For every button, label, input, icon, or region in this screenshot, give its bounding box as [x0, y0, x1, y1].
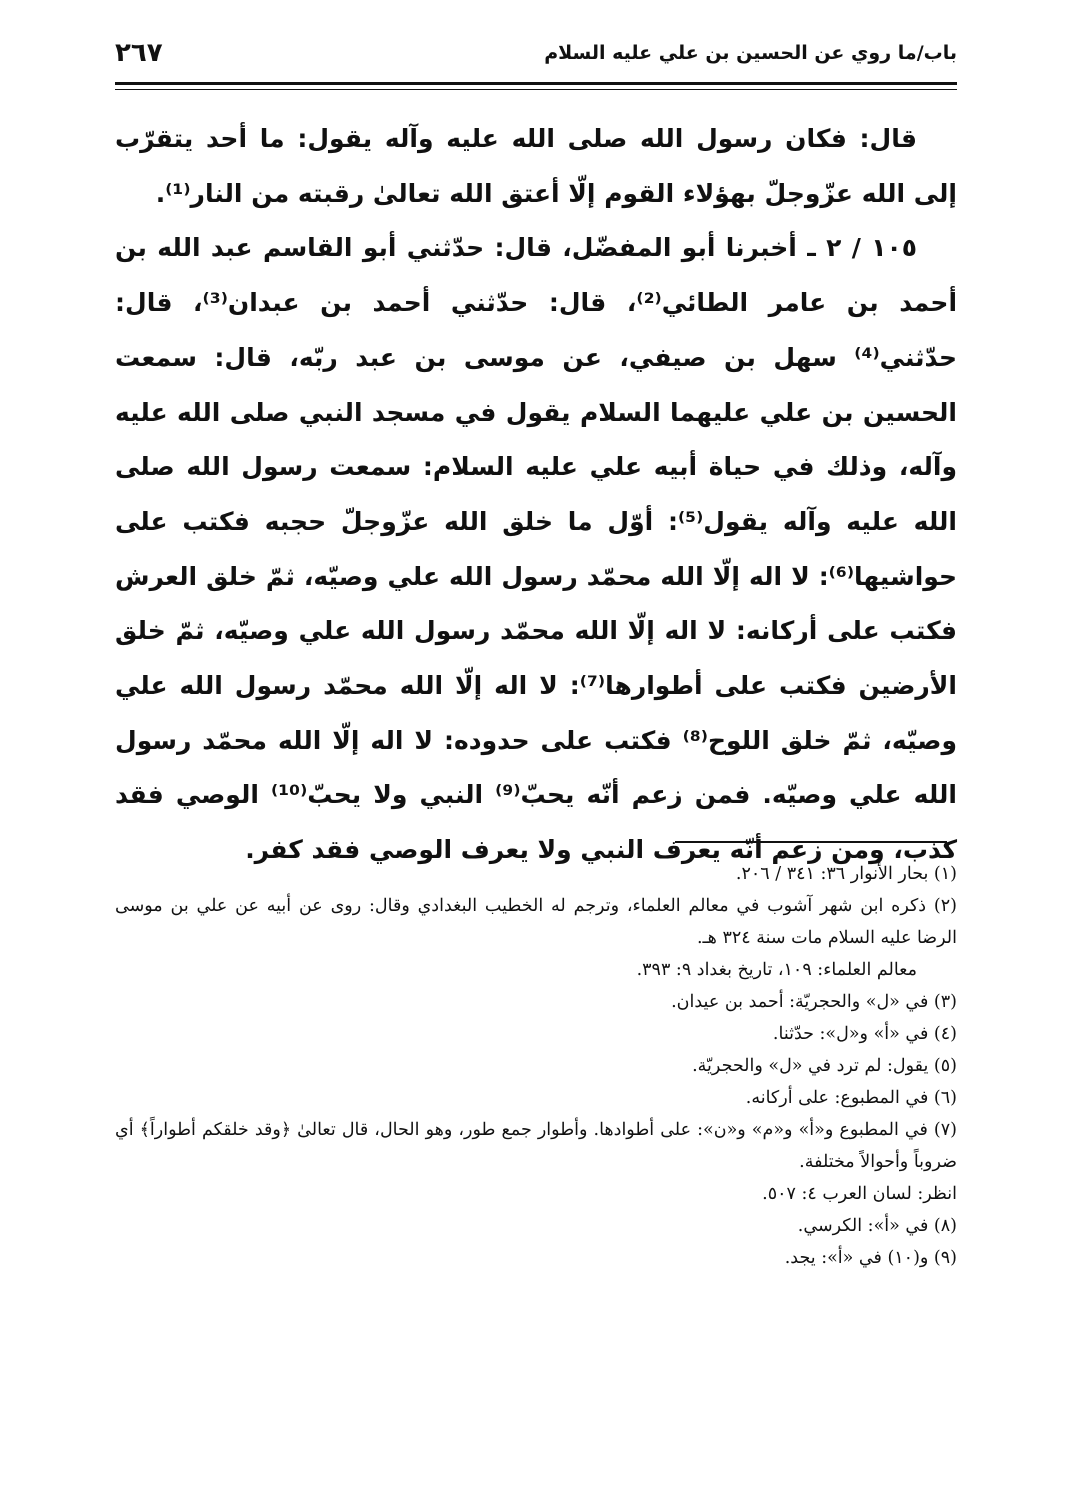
paragraph: ١٠٥ / ٢ ـ أخبرنا أبو المفضّل، قال: حدّثني أبو القاسم عبد الله بن أحمد بن عامر الطائي⁽²⁾، قال: حدّثني أحمد بن عبدان⁽³⁾، قال: حدّثني⁽⁴⁾ سهل بن صيفي، عن موسى بن عبد ربّه، قال: سمعت الحسين بن علي عليهما السلام يقول في مسجد النبي صلى الله عليه وآله، وذلك في حياة أبيه علي عليه السلام: سمعت رسول الله صلى الله عليه وآله يقول⁽⁵⁾: أوّل ما خلق الله عزّوجلّ حجبه فكتب على حواشيها⁽⁶⁾: لا اله إلّا الله محمّد رسول الله علي وصيّه، ثمّ خلق العرش فكتب على أركانه: لا اله إلّا الله محمّد رسول الله علي وصيّه، ثمّ خلق الأرضين فكتب على أطوارها⁽⁷⁾: لا اله إلّا الله محمّد رسول الله علي وصيّه، ثمّ خلق اللوح⁽⁸⁾ فكتب على حدوده: لا اله إلّا الله محمّد رسول الله علي وصيّه. فمن زعم أنّه يحبّ⁽⁹⁾ النبي ولا يحبّ⁽¹⁰⁾ الوصي فقد كذب، ومن زعم أنّه يعرف النبي ولا يعرف الوصي فقد كفر. — [115, 233, 958, 865]
paragraph: قال: فكان رسول الله صلى الله عليه وآله يقول: ما أحد يتقرّب إلى الله عزّوجلّ بهؤلاء القوم إلّا أعتق الله تعالىٰ رقبته من النار⁽¹⁾. — [115, 124, 957, 208]
footnote-5: (٥) يقول: لم ترد في «ل» والحجريّة. — [692, 1056, 957, 1076]
footnotes — [115, 858, 957, 1274]
footnote-7: (٧) في المطبوع و«أ» و«م» و«ن»: على أطوادها. وأطوار جمع طور، وهو الحال، قال تعالىٰ ﴿وقد خلقكم أطواراً﴾ أي ضروباً وأحوالاً مختلفة. — [115, 1120, 957, 1172]
footnote-8: (٨) في «أ»: الكرسي. — [797, 1216, 957, 1236]
main-text — [115, 112, 957, 878]
running-title: باب/ما روي عن الحسين بن علي عليه السلام — [544, 42, 957, 64]
page-number: ٢٦٧ — [115, 38, 163, 68]
footnote-2-ref: معالم العلماء: ١٠٩، تاريخ بغداد ٩: ٣٩٣. — [636, 960, 917, 980]
footnote-7-ref: انظر: لسان العرب ٤: ٥٠٧. — [762, 1184, 957, 1204]
footnote-3: (٣) في «ل» والحجريّة: أحمد بن عيدان. — [671, 992, 957, 1012]
header-rule-thin — [115, 89, 957, 90]
footnote-2: (٢) ذكره ابن شهر آشوب في معالم العلماء، وترجم له الخطيب البغدادي وقال: روى عن أبيه عن علي بن موسى الرضا عليه السلام مات سنة ٣٢٤ هـ. — [115, 896, 957, 948]
footnote-4: (٤) في «أ» و«ل»: حدّثنا. — [772, 1024, 957, 1044]
page-header — [115, 38, 957, 78]
footnote-9-10: (٩) و(١٠) في «أ»: يجد. — [784, 1248, 957, 1268]
footnote-6: (٦) في المطبوع: على أركانه. — [745, 1088, 957, 1108]
footnote-separator — [675, 841, 947, 843]
header-rule-thick — [115, 82, 957, 85]
footnote-1: (١) بحار الأنوار ٣٦: ٣٤١ / ٢٠٦. — [735, 864, 957, 884]
